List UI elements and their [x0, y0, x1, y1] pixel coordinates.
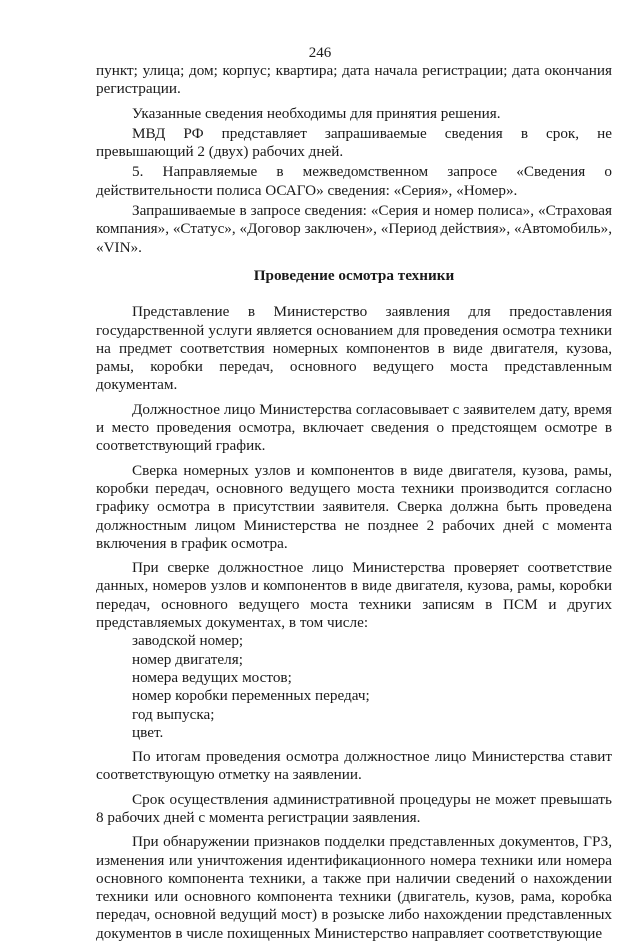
list-item: цвет.	[132, 723, 164, 741]
verification-list	[96, 632, 612, 742]
list-item: год выпуска;	[132, 705, 215, 723]
document-body	[96, 62, 612, 943]
list-item: номер двигателя;	[132, 650, 243, 668]
paragraph-purpose: Указанные сведения необходимы для принятия решения.	[132, 104, 501, 122]
paragraph-registration-fields: пункт; улица; дом; корпус; квартира; дата начала регистрации; дата окончания регистрации.	[96, 62, 612, 98]
paragraph-inspection-verification: При сверке должностное лицо Министерства проверяет соответствие данных, номеров узлов и компонентов в виде двигателя, кузова, рамы, коробки передач, основного ведущего моста техники записям в ПСМ и других представляемых документах, в том числе:	[96, 559, 612, 632]
paragraph-requested-fields: Запрашиваемые в запросе сведения: «Серия и номер полиса», «Страховая компания», «Статус», «Договор заключен», «Период действия», «Автомобиль», «VIN».	[96, 202, 612, 256]
paragraph-mvd-deadline: МВД РФ представляет запрашиваемые сведения в срок, не превышающий 2 (двух) рабочих дней.	[96, 124, 612, 161]
list-item: номер коробки переменных передач;	[132, 687, 370, 705]
paragraph-procedure-term: Срок осуществления административной процедуры не может превышать 8 рабочих дней с момента регистрации заявления.	[96, 790, 612, 826]
paragraph-inspection-schedule: Должностное лицо Министерства согласовывает с заявителем дату, время и место проведения осмотра, включает сведения о предстоящем осмотре в соответствующий график.	[96, 400, 612, 455]
page-number: 246	[308, 45, 332, 61]
paragraph-forgery-detection: При обнаружении признаков подделки представленных документов, ГРЗ, изменения или уничтожения идентификационного номера техники или номера основного компонента техники, а также при наличии сведений о нахождении техники или основного компонента техники (двигатель, кузов, рама, коробка передач, основной ведущий мост) в розыске либо нахождении представленных документов в числе похищенных Министерство направляет соответствующие	[96, 833, 612, 942]
paragraph-inspection-check: Сверка номерных узлов и компонентов в виде двигателя, кузова, рамы, коробки передач, основного ведущего моста техники производится согласно графику осмотра в присутствии заявителя. Сверка должна быть проведена должностным лицом Министерства не позднее 2 рабочих дней с момента включения в график осмотра.	[96, 461, 612, 552]
paragraph-inspection-result: По итогам проведения осмотра должностное лицо Министерства ставит соответствующую отметку на заявлении.	[96, 748, 612, 784]
section-heading: Проведение осмотра техники	[253, 266, 455, 284]
list-item: заводской номер;	[132, 632, 244, 650]
list-item: номера ведущих мостов;	[132, 668, 292, 686]
paragraph-inspection-basis: Представление в Министерство заявления для предоставления государственной услуги является основанием для проведения осмотра техники на предмет соответствия номерных компонентов в виде двигателя, кузова, рамы, коробки передач, основного ведущего моста представленным документам.	[96, 303, 612, 394]
paragraph-osago-request: 5. Направляемые в межведомственном запросе «Сведения о действительности полиса ОСАГО» сведения: «Серия», «Номер».	[96, 163, 612, 199]
